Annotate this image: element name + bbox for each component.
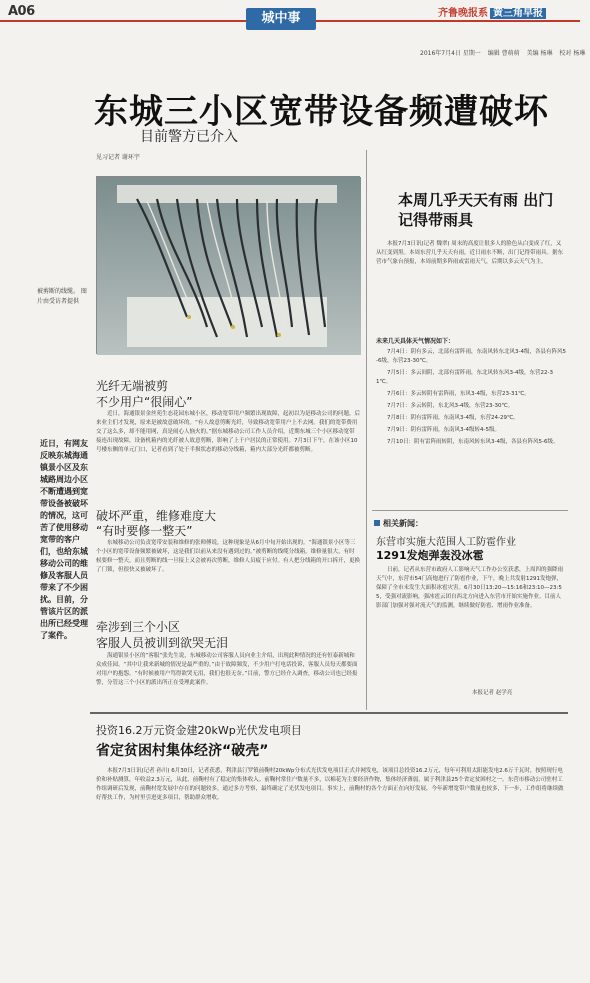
bottom-text: 本报7月3日讯(记者 孙川) 6月30日，记者获悉，利津县汀罗镇前鞠村20kWp分布式光伏发电项目正式并网发电，该项目总投资16.2万元，每年可利用太阳能发电2.6万千瓦时，按照现行电价和补贴测算，年收益2.3万元，从此，前鞠村有了稳定的集体收入。前鞠村常住户数量不多，以棉花为主要经济作物，集体经济薄弱，属于利津县25个省定贫困村之一。东营市移动公司驻村工作组调研后发现，前鞠村宽发展中存在的问题较多，通过多方考察，最终确定了光伏发电项目。事实上，前鞠村的各个方面正在向好发展，今年新增宽带户数量也较多，下一步，工作组将继续做好帮扶工作，为村里引进更多项目，帮助群众增收。 [96, 768, 564, 801]
weather-day: 7月8日：阴有雷阵雨，东南风3-4级，东营24-29℃。 [387, 415, 519, 421]
weather-day: 7月6日：多云转阴有雷阵雨，东风3-4级，东营23-31℃。 [387, 391, 530, 397]
brand-tag: 黄三角早报 [490, 8, 546, 19]
weather-text: 本报7月3日讯(记者 魏翠) 周末的高度让很多人的脸色从白变成了红，又从红变到黑。本周东营几乎天天有雨，近日雨水不断，出门记得带雨具。据东营市气象台预报，本周前期多阵雨或雷雨天气，后期以多云天气为主。 [376, 241, 564, 265]
column-divider [366, 150, 367, 710]
proofreader-credit: 校对 杨琳 [559, 50, 586, 57]
brand-suffix: 系 [478, 8, 488, 19]
weather-days [376, 348, 566, 450]
weather-table-title: 未来几天具体天气情况如下： [376, 338, 455, 345]
weather-day: 7月10日：阴有雷阵雨转阴，东南风转东风3-4级，各县有阵风5-6级。 [387, 439, 559, 445]
section3-kicker: 牵涉到三个小区 [96, 620, 181, 634]
weather-day: 7月7日：多云转阴，东北风3-4级，东营23-30℃。 [387, 403, 514, 409]
cut-cables-illustration [97, 177, 361, 355]
weather-day: 7月4日：阴有多云，北部有雷阵雨，东南风转东北风3-4级，各县有阵风5-6级，东营23-30℃。 [376, 349, 566, 364]
weather-day: 7月5日：多云间阴，北部有雷阵雨，东北风转东风3-4级，东营22-31℃。 [376, 370, 553, 385]
main-byline: 见习记者 谢环宇 [96, 154, 140, 161]
designer-credit: 美编 杨琳 [526, 50, 553, 57]
issue-date: 2016年7月4日 星期一 [420, 50, 481, 57]
section3-text: 海通银景小区的“客服”张先生说，东城移动公司客服人员向业主介绍，出现此种情况的还有恒泰新城和众成佳园。“其中让我来新城的情况是最严重的。”由于故障频发，不少用户打电话投诉，客服人员每天都要面对用户的抱怨。“有时候被用户骂得欲哭无泪，我们也很无奈。”目前，警方已经介入调查，移动公司也已经报警，分管这三个小区的派出所正在受理此案件。 [96, 653, 358, 686]
section1-text: 近日，海通银景金丝苑生态花园东城小区，移动宽带用户频繁出现故障，起初以为是移动公司的问题，后来业主们才发现，原来是被故意破坏的。“有人故意剪断光纤，导致移动宽带用户上不去网。我们的宽带费用交了这么多，却不能用网，真是闹心人恼火的。”据东城移动公司工作人员介绍，近期东城三个小区移动宽带接连出现故障，设备机箱内的光纤被人故意剪断，影响了上千户居民的正常使用。7月3日下午，在该小区10号楼东侧的单元门口，记者看到了处于半损状态的移动分线箱，箱内大部分光纤都被剪断。 [96, 411, 361, 453]
related-headline: 1291发炮弹轰没冰雹 [376, 549, 484, 562]
section1-kicker: 光纤无端被剪 [96, 379, 169, 393]
editor-credit: 编辑 曹萌萌 [487, 50, 520, 57]
bottom-divider [90, 712, 568, 714]
bottom-headline: 省定贫困村集体经济“破壳” [96, 743, 269, 759]
related-credit: 本报记者 赵学亮 [472, 690, 513, 696]
brand-logo [438, 4, 546, 19]
related-news-label: 相关新闻： [374, 518, 423, 529]
brand-name: 齐鲁晚报 [438, 8, 478, 19]
section1-headline: 不少用户“很闹心” [96, 395, 193, 409]
section3-headline: 客服人员被训到欲哭无泪 [96, 636, 229, 650]
left-column-lead: 近日，有网友反映东城海通镇景小区及东城路周边小区不断遭遇到宽带设备被破坏的情况，这可苦了使用移动宽带的客户们，也给东城移动公司的维修及客服人员带来了不少困扰。目前，分管该片区的派出所已经受理了案件。 [40, 439, 88, 640]
weather-day: 7月9日：阴有雷阵雨，东南风3-4级转4-5级。 [387, 427, 500, 433]
section2-kicker: 破坏严重，维修难度大 [96, 509, 217, 523]
bottom-kicker: 投资16.2万元资金建20kWp光伏发电项目 [96, 724, 302, 737]
related-kicker: 东营市实施大范围人工防雹作业 [376, 537, 516, 548]
section2-text: 东城移动公司负责宽带安装和维修的张师傅说，这种现象是从6月中旬开始出现的。“海通银景小区等三个小区的宽带设备频繁被破坏，这是我们以前从来没有遇到过的。”被剪断的线缆分线箱，维修量很大，有时候要修一整天，而且剪断的线一旦接上又会被再次剪断，维修人员疲于应付。有人把分线箱的开口拆开，更换了门锁，但很快又被破坏了。 [96, 540, 361, 573]
section2-headline: “有时要修一整天” [96, 524, 193, 538]
dateline [420, 48, 590, 57]
main-subheadline: 目前警方已介入 [140, 129, 238, 145]
section-tab: 城中事 [246, 8, 316, 30]
photo-caption: 被剪断的线缆。 图片由受访者提供 [37, 288, 87, 305]
related-text: 日前，记者从东营市政府人工影响天气工作办公室获悉，上周四的强降雨天气中，东营市54门高炮进行了防雹作业，下午，晚上共发射1291发炮弹，保障了全市未发生大面积冰雹灾害。6月30日13:20—15:16和23:10—23:55，受强对流影响，强冰雹云团自西北方向进入东营市开始实施作业。目前人影部门加强对强对流天气的监测，继续做好防雹、增雨作业准备。 [376, 567, 564, 609]
related-divider [372, 510, 568, 511]
cable-photo [96, 176, 360, 354]
main-headline: 东城三小区宽带设备频遭破坏 [94, 92, 549, 132]
page-number: A06 [8, 4, 35, 19]
weather-headline: 本周几乎天天有雨 出门记得带雨具 [398, 191, 554, 229]
